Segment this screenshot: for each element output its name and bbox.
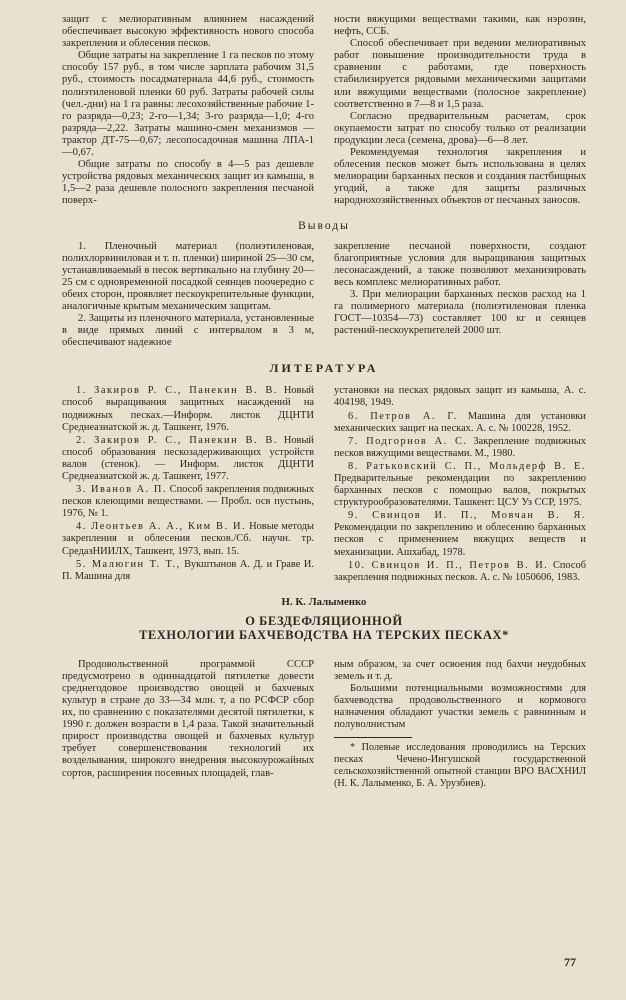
paragraph: защит с мелиоративным влиянием насаждений обеспечивает высокую эффективность нового способа закрепления и облесения песков. <box>62 14 314 50</box>
reference-authors: 3. Иванов А. П. <box>76 484 168 496</box>
conclusion-item: 3. При мелиорации барханных песков расход на 1 га полимерного материала (полиэтиленовая пленка ГОСТ—10354—73) составляет 100 кг и сеянцев растений-пескоукрепителей 2000 шт. <box>334 288 586 337</box>
reference-body: Предварительные рекомендации по закреплению барханных песков с помощью валов, покрытых структурообразователями. Ташкент: ЦСУ Уз ССР, 1975. <box>334 473 586 509</box>
paragraph: ным образом, за счет освоения под бахчи неудобных земель и т. д. <box>334 658 586 682</box>
article-title-line: О БЕЗДЕФЛЯЦИОННОЙ <box>245 613 403 628</box>
paragraph: ности вяжущими веществами такими, как нэрозин, нефть, ССБ. <box>334 14 586 38</box>
reference-item <box>334 411 586 435</box>
literature-right-column <box>334 385 586 584</box>
reference-body: Новые методы закрепления и облесения песков./Сб. научн. тр. СредазНИИЛХ, Ташкент, 1973, вып. 15. <box>62 521 314 557</box>
paragraph: Способ обеспечивает при ведении мелиоративных работ повышение производительности труда в сравнении с работами, где поверхность стабилизируется рядовыми механическими защитами или вяжущими веществами (полосное закрепление) соответственно в 7—8 и 1,5 раза. <box>334 38 586 110</box>
conclusions-section <box>62 241 586 350</box>
page-number: 77 <box>564 955 576 969</box>
conclusion-item: 2. Защиты из пленочного материала, установленные в виде прямых линий с интервалом в 3 м, обеспечивают надежное <box>62 313 314 349</box>
reference-item <box>334 436 586 460</box>
reference-item <box>62 559 314 583</box>
reference-authors: 2. Закиров Р. С., Панекин В. В. <box>76 434 278 446</box>
reference-authors: 9. Свинцов И. П., Мовчан В. Я. <box>348 510 586 522</box>
reference-authors: 6. Петров А. Г. <box>348 410 458 422</box>
article-title <box>62 614 586 643</box>
reference-authors: 5. Малюгин Т. Т., <box>76 558 181 570</box>
footnote: * Полевые исследования проводились на Терских песках Чечено-Ингушской государственной сельскохозяйственной опытной станции ВРО ВАСХНИЛ (Н. К. Лалыменко, Б. А. Урузбиев). <box>334 742 586 790</box>
reference-authors: 7. Подгорнов А. С. <box>348 435 468 447</box>
article-title-line: ТЕХНОЛОГИИ БАХЧЕВОДСТВА НА ТЕРСКИХ ПЕСКАХ* <box>139 628 509 643</box>
paragraph: Общие затраты по способу в 4—5 раз дешевле устройства рядовых механических защит из камыша, в 1,5—2 раза дешевле полосного закрепления песчаной поверх- <box>62 159 314 207</box>
conclusions-left-column <box>62 241 314 350</box>
reference-item <box>62 435 314 483</box>
reference-body: Способ закрепления подвижных песков. А. с. № 1050606, 1983. <box>334 559 586 583</box>
conclusion-item: закрепление песчаной поверхности, создают благоприятные условия для выращивания защитных лесонасаждений, а также позволяют механизировать весь комплекс мелиоративных работ. <box>334 240 586 288</box>
paragraph: Согласно предварительным расчетам, срок окупаемости затрат по способу только от реализации продукции леса (семена, дрова)—6—8 лет. <box>334 110 586 146</box>
reference-item <box>62 521 314 557</box>
conclusions-heading: Выводы <box>298 219 350 232</box>
top-left-column <box>62 14 314 208</box>
top-section <box>62 14 586 208</box>
paragraph: Продовольственной программой СССР предусмотрено в одиннадцатой пятилетке довести среднегодовое производство овощей и бахчевых культур в стране до 33—34 млн. т, а по РСФСР сбор их, по сравнению с показателями десятой пятилетки, к 1990 г. должен возрасти в 1,4 раза. Такой значительный прирост производства овощей и бахчевых культур требует совершенствования технологий их возделывания, широкого внедрения высокоурожайных сортов, расширения посевных площадей, глав- <box>62 658 314 779</box>
top-right-column <box>334 14 586 208</box>
reference-item <box>334 461 586 509</box>
reference-authors: 4. Леонтьев А. А., Ким В. И. <box>76 521 247 533</box>
reference-item <box>62 385 314 433</box>
paragraph: Общие затраты на закрепление 1 га песков по этому способу 157 руб., в том числе зарплата рабочим 31,5 руб., стоимость посадматериала 44,6 руб., стоимость полиэтиленовой пленки 60 руб. Затраты рабочей силы (чел.-дни) на 1 га равны: лесохозяйственные рабочие 1-го разряда—0,23; 2-го—1,34; 3-го разряда—1,0; 4-го разряда—2,22. Затраты машино-смен механизмов — трактор ДТ-75—0,67; лесопосадочная машина ЛПА-1—0,67. <box>62 50 314 159</box>
paragraph: Рекомендуемая технология закрепления и облесения песков может быть использована в целях мелиорации барханных песков и создания пастбищных угодий, а также для защиты различных народнохозяйственных объектов от песчаных заносов. <box>334 147 586 207</box>
reference-body: Новый способ выращивания защитных насаждений на подвижных песках.—Информ. листок ДЦНТИ Среднеазиатской ж. д. Ташкент, 1976. <box>62 385 314 433</box>
reference-authors: 10. Свинцов И. П., Петров В. И. <box>348 559 549 571</box>
reference-body: установки на песках рядовых защит из камыша, А. с. 404198, 1949. <box>334 385 586 409</box>
article-author: Н. К. Лалыменко <box>281 595 367 608</box>
reference-item <box>334 385 586 409</box>
article-body <box>62 659 586 791</box>
footnote-divider <box>334 737 412 738</box>
conclusions-right-column <box>334 241 586 350</box>
reference-body: Новый способ образования пескозадерживающих устройств валов (стенок). — Информ. листок ДЦНТИ Среднеазиатской ж. д. Ташкент, 1977. <box>62 434 314 482</box>
reference-authors: 1. Закиров Р. С., Панекин В. В. <box>76 385 278 397</box>
reference-item <box>62 484 314 520</box>
reference-item <box>334 510 586 558</box>
reference-body: Рекомендации по закреплению и облесению барханных песков с применением вяжущих веществ и механизации. Ашхабад, 1978. <box>334 522 586 558</box>
reference-body: Машина для установки механических защит на песках. А. с. № 100228, 1952. <box>334 410 586 434</box>
conclusion-item: 1. Пленочный материал (полиэтиленовая, полихлорвиниловая и т. п. пленки) шириной 25—30 см, устанавливаемый в песок вертикально на глубину 20—25 см с одновременной посадкой сеянцев поочередно с обеих сторон, проявляет пескоукрепительные функции, аналогичные крытым механическим защитам. <box>62 240 314 312</box>
reference-body: Закрепление подвижных песков вяжущими веществами. М., 1980. <box>334 435 586 459</box>
literature-heading: ЛИТЕРАТУРА <box>269 361 379 376</box>
reference-body: Способ закрепления подвижных песков клеющими веществами. — Пробл. осв пустынь, 1976, № 1. <box>62 484 314 520</box>
paragraph: Большими потенциальными возможностями для бахчеводства продовольственного и кормового назначения обладают участки земель с равнинным и полуволнистым <box>334 682 586 731</box>
article-right-column <box>334 659 586 791</box>
article-left-column <box>62 659 314 791</box>
literature-left-column <box>62 385 314 584</box>
reference-body: Вукштынов А. Д. и Граве И. П. Машина для <box>62 558 315 582</box>
literature-section <box>62 385 586 584</box>
reference-authors: 8. Ратьковский С. П., Мольдерф В. Е. <box>348 460 586 472</box>
reference-item <box>334 560 586 584</box>
